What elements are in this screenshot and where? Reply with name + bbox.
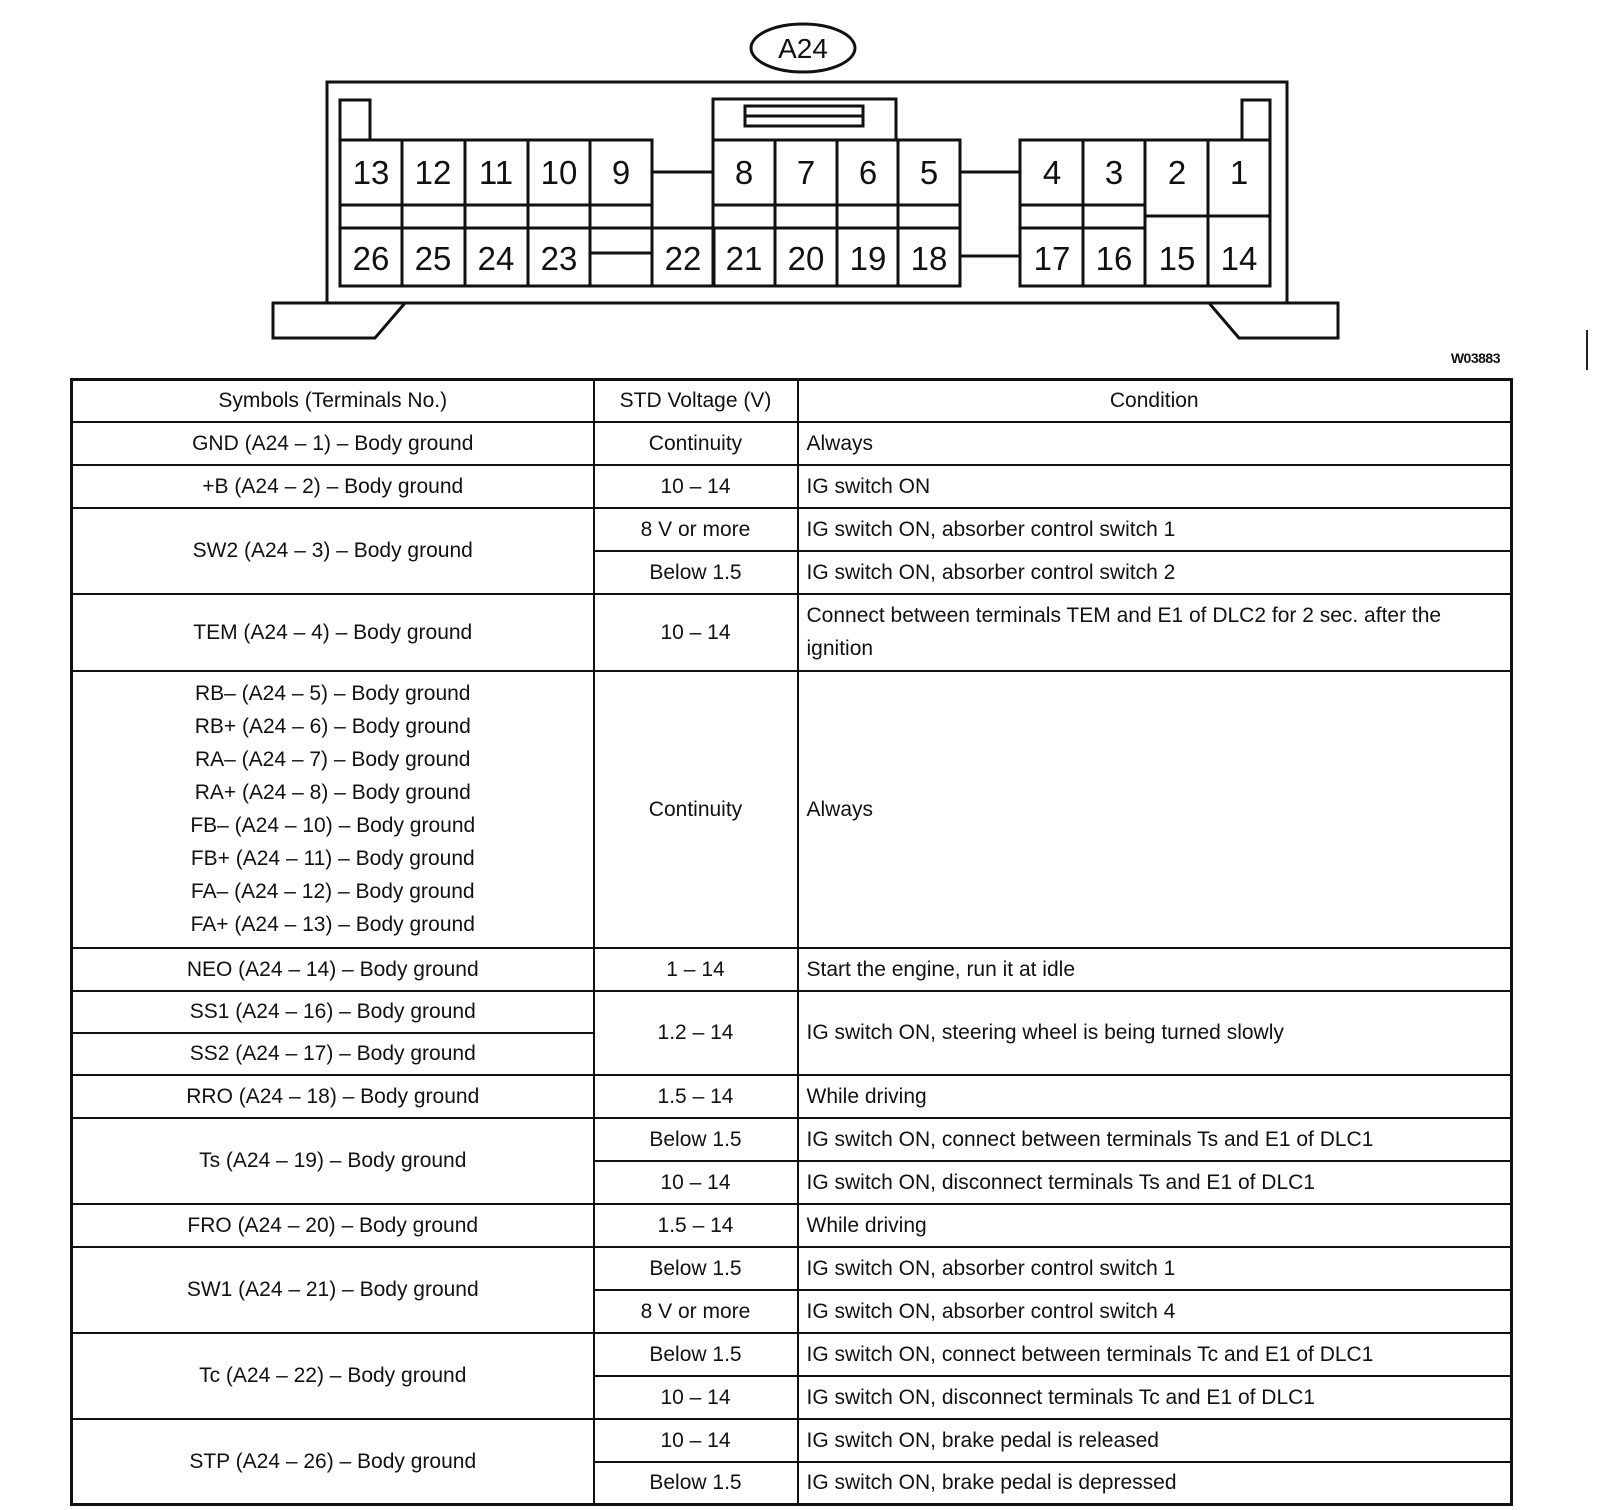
symbol-cell: FRO (A24 – 20) – Body ground (72, 1204, 594, 1247)
condition-cell: IG switch ON, absorber control switch 1 (798, 1247, 1512, 1290)
symbol-line: FA+ (A24 – 13) – Body ground (190, 913, 475, 936)
symbol-cell: NEO (A24 – 14) – Body ground (72, 948, 594, 991)
terminal-number-13: 13 (352, 154, 390, 191)
terminal-number-18: 18 (910, 240, 948, 277)
condition-cell: IG switch ON, absorber control switch 2 (798, 551, 1512, 594)
table-row (72, 422, 1512, 465)
terminal-number-1: 1 (1229, 154, 1249, 191)
voltage-cell: Continuity (594, 671, 798, 948)
symbol-cell: SS1 (A24 – 16) – Body ground (72, 991, 594, 1033)
table-row (72, 1247, 1512, 1290)
table-row (72, 1333, 1512, 1376)
voltage-cell: 8 V or more (594, 508, 798, 551)
terminal-number-14: 14 (1220, 240, 1258, 277)
voltage-cell: Below 1.5 (594, 1247, 798, 1290)
header-condition: Condition (798, 380, 1512, 422)
condition-cell: While driving (798, 1204, 1512, 1247)
voltage-cell: 1.5 – 14 (594, 1204, 798, 1247)
terminal-number-17: 17 (1033, 240, 1071, 277)
connector-a24-diagram (0, 0, 1600, 380)
voltage-cell: 8 V or more (594, 1290, 798, 1333)
terminal-number-2: 2 (1167, 154, 1187, 191)
table-row (72, 991, 1512, 1033)
symbol-cell: +B (A24 – 2) – Body ground (72, 465, 594, 508)
terminal-number-3: 3 (1104, 154, 1124, 191)
symbol-line: FB– (A24 – 10) – Body ground (190, 814, 476, 837)
symbol-line: FA– (A24 – 12) – Body ground (190, 880, 475, 903)
condition-cell: IG switch ON, disconnect terminals Tc and E1 of DLC1 (798, 1376, 1512, 1419)
terminal-numbers (353, 154, 1258, 277)
symbol-cell: Ts (A24 – 19) – Body ground (72, 1118, 594, 1204)
voltage-cell: Continuity (594, 422, 798, 465)
table-row (72, 1075, 1512, 1118)
symbol-line: RB+ (A24 – 6) – Body ground (194, 715, 471, 738)
table-row (72, 671, 1512, 948)
table-row (72, 465, 1512, 508)
figure-code: W03883 (1450, 350, 1500, 366)
terminal-number-21: 21 (725, 240, 763, 277)
voltage-cell: Below 1.5 (594, 1118, 798, 1161)
terminal-number-16: 16 (1095, 240, 1133, 277)
connector-label: A24 (778, 33, 828, 64)
voltage-cell: 1 – 14 (594, 948, 798, 991)
symbol-line: RA– (A24 – 7) – Body ground (194, 748, 471, 771)
table-row (72, 594, 1512, 671)
condition-cell: Start the engine, run it at idle (798, 948, 1512, 991)
symbol-cell: SW1 (A24 – 21) – Body ground (72, 1247, 594, 1333)
condition-cell: Always (798, 671, 1512, 948)
condition-cell: IG switch ON, connect between terminals Tc and E1 of DLC1 (798, 1333, 1512, 1376)
symbol-cell: Tc (A24 – 22) – Body ground (72, 1333, 594, 1419)
terminal-number-11: 11 (478, 154, 514, 191)
voltage-cell: Below 1.5 (594, 1462, 798, 1505)
terminal-number-9: 9 (611, 154, 631, 191)
terminal-number-10: 10 (540, 154, 578, 191)
terminal-number-24: 24 (477, 240, 515, 277)
symbol-cell: TEM (A24 – 4) – Body ground (72, 594, 594, 671)
symbol-cell: GND (A24 – 1) – Body ground (72, 422, 594, 465)
terminal-number-5: 5 (919, 154, 939, 191)
table-row (72, 1204, 1512, 1247)
terminal-number-26: 26 (352, 240, 390, 277)
terminal-number-19: 19 (849, 240, 887, 277)
symbol-cell: SW2 (A24 – 3) – Body ground (72, 508, 594, 594)
condition-cell: IG switch ON, absorber control switch 4 (798, 1290, 1512, 1333)
condition-cell: IG switch ON, absorber control switch 1 (798, 508, 1512, 551)
condition-cell: IG switch ON, brake pedal is released (798, 1419, 1512, 1462)
condition-cell: Connect between terminals TEM and E1 of DLC2 for 2 sec. after the ignition (798, 594, 1512, 671)
condition-cell: IG switch ON, disconnect terminals Ts and E1 of DLC1 (798, 1161, 1512, 1204)
terminal-number-23: 23 (540, 240, 578, 277)
symbol-cell-multi (72, 671, 594, 948)
voltage-cell: Below 1.5 (594, 1333, 798, 1376)
voltage-cell: 10 – 14 (594, 465, 798, 508)
terminal-number-15: 15 (1158, 240, 1196, 277)
voltage-cell: 10 – 14 (594, 1376, 798, 1419)
terminal-number-6: 6 (858, 154, 878, 191)
table-row (72, 1419, 1512, 1462)
scan-edge-mark (1586, 330, 1588, 370)
terminal-number-7: 7 (796, 154, 816, 191)
terminal-number-20: 20 (787, 240, 825, 277)
voltage-cell: 10 – 14 (594, 594, 798, 671)
terminal-number-25: 25 (414, 240, 452, 277)
terminal-number-8: 8 (734, 154, 754, 191)
condition-cell: IG switch ON, brake pedal is depressed (798, 1462, 1512, 1505)
terminal-number-12: 12 (414, 154, 452, 191)
condition-cell: While driving (798, 1075, 1512, 1118)
header-std-voltage: STD Voltage (V) (594, 380, 798, 422)
symbol-cell: STP (A24 – 26) – Body ground (72, 1419, 594, 1505)
condition-cell: IG switch ON (798, 465, 1512, 508)
table-row (72, 948, 1512, 991)
voltage-cell: 10 – 14 (594, 1419, 798, 1462)
terminal-number-22: 22 (664, 240, 702, 277)
table-header-row (72, 380, 1512, 422)
voltage-cell: Below 1.5 (594, 551, 798, 594)
voltage-cell: 1.2 – 14 (594, 991, 798, 1075)
table-row (72, 508, 1512, 551)
right-mounting-flange (1209, 303, 1338, 338)
symbol-cell: RRO (A24 – 18) – Body ground (72, 1075, 594, 1118)
voltage-cell: 10 – 14 (594, 1161, 798, 1204)
header-symbols: Symbols (Terminals No.) (72, 380, 594, 422)
symbol-line: RA+ (A24 – 8) – Body ground (194, 781, 471, 804)
symbol-line: FB+ (A24 – 11) – Body ground (190, 847, 475, 870)
condition-cell: Always (798, 422, 1512, 465)
condition-cell: IG switch ON, steering wheel is being turned slowly (798, 991, 1512, 1075)
symbol-line: RB– (A24 – 5) – Body ground (194, 682, 471, 705)
table-row (72, 1118, 1512, 1161)
terminal-number-4: 4 (1042, 154, 1062, 191)
condition-cell: IG switch ON, connect between terminals Ts and E1 of DLC1 (798, 1118, 1512, 1161)
voltage-cell: 1.5 – 14 (594, 1075, 798, 1118)
left-mounting-flange (273, 303, 405, 338)
symbol-cell: SS2 (A24 – 17) – Body ground (72, 1033, 594, 1075)
terminal-voltage-table (70, 378, 1513, 1506)
